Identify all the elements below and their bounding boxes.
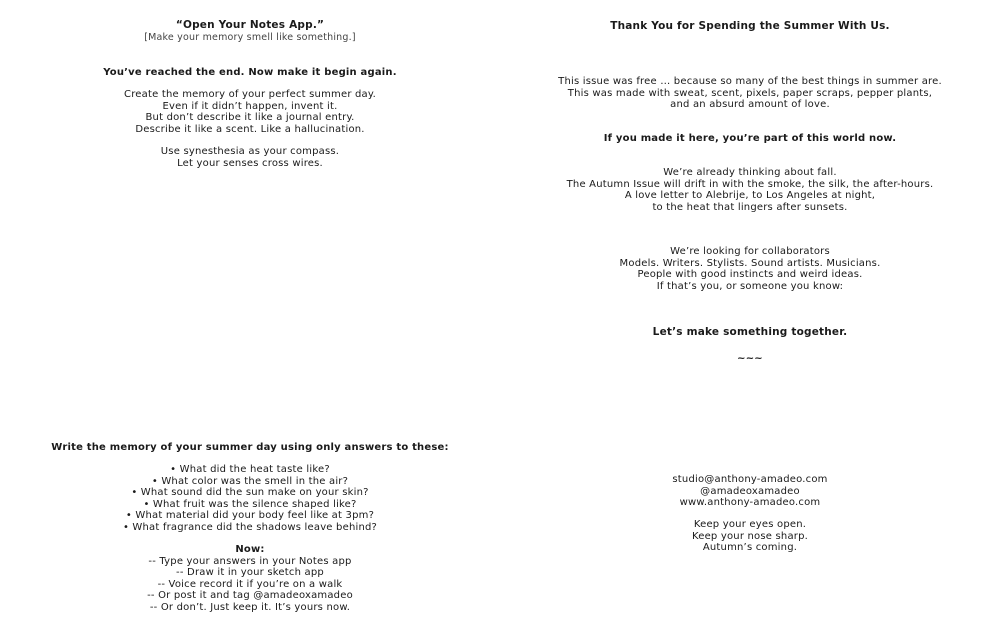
handle-link[interactable]: @amadeoxamadeo (700, 485, 800, 497)
collab-paragraph (500, 246, 1000, 292)
synesthesia-line: Let your senses cross wires. (177, 157, 323, 169)
collab-line: People with good instincts and weird ideas. (637, 269, 863, 280)
create-line: But don’t describe it like a journal entry. (145, 112, 355, 123)
title-block (0, 20, 500, 43)
now-item: -- Voice record it if you’re on a walk (157, 578, 343, 590)
end-heading: You’ve reached the end. Now make it begin again. (103, 67, 397, 78)
page-subtitle: [Make your memory smell like something.] (144, 31, 356, 43)
questions-list (0, 464, 500, 533)
page-title: “Open Your Notes App.” (175, 19, 325, 31)
end-heading-block (0, 67, 500, 79)
question-item: • What material did your body feel like at 3pm? (125, 510, 375, 521)
question-item: • What color was the smell in the air? (151, 475, 349, 487)
question-item: • What sound did the sun make on your skin? (131, 487, 369, 498)
tilde-divider (500, 353, 1000, 365)
create-line: Even if it didn’t happen, invent it. (162, 100, 338, 112)
together-heading-block (500, 327, 1000, 339)
fall-line: The Autumn Issue will drift in with the smoke, the silk, the after-hours. (566, 178, 934, 190)
collab-line: We’re looking for collaborators (670, 246, 830, 257)
collab-line: Models. Writers. Stylists. Sound artists. Musicians. (619, 257, 881, 269)
free-line: This was made with sweat, scent, pixels, paper scraps, pepper plants, (567, 87, 933, 99)
create-paragraph (0, 89, 500, 135)
email-link[interactable]: studio@anthony-amadeo.com (672, 474, 828, 485)
collab-line: If that’s you, or someone you know: (656, 280, 844, 292)
create-line: Describe it like a scent. Like a hallucination. (135, 123, 365, 135)
free-line: and an absurd amount of love. (670, 99, 830, 110)
create-line: Create the memory of your perfect summer day. (124, 89, 376, 100)
free-paragraph (500, 76, 1000, 111)
tilde-ornament: ~~~ (737, 353, 763, 364)
question-item: • What fruit was the silence shaped like? (143, 498, 357, 510)
closing-line: Autumn’s coming. (702, 542, 798, 553)
now-item: -- Or don’t. Just keep it. It’s yours now. (149, 601, 351, 613)
now-item: -- Type your answers in your Notes app (148, 555, 352, 567)
right-page (500, 0, 1000, 636)
now-list (0, 544, 500, 613)
closing-paragraph (500, 519, 1000, 554)
closing-line: Keep your eyes open. (693, 519, 807, 530)
now-item: -- Or post it and tag @amadeoxamadeo (147, 590, 353, 601)
world-heading-block (500, 133, 1000, 145)
together-heading: Let’s make something together. (652, 326, 848, 338)
contact-block (500, 474, 1000, 509)
write-heading: Write the memory of your summer day using only answers to these: (51, 442, 449, 453)
thanks-heading: Thank You for Spending the Summer With Us. (610, 20, 890, 32)
now-item: -- Draw it in your sketch app (176, 567, 324, 578)
fall-paragraph (500, 167, 1000, 213)
synesthesia-line: Use synesthesia as your compass. (160, 146, 340, 157)
thanks-heading-block (500, 21, 1000, 33)
website-link[interactable]: www.anthony-amadeo.com (679, 497, 821, 508)
write-heading-block (0, 442, 500, 454)
synesthesia-paragraph (0, 146, 500, 169)
question-item: • What fragrance did the shadows leave behind? (122, 521, 378, 533)
fall-line: We’re already thinking about fall. (663, 167, 837, 178)
world-heading: If you made it here, you’re part of this world now. (603, 133, 897, 144)
free-line: This issue was free … because so many of the best things in summer are. (558, 76, 942, 87)
question-item: • What did the heat taste like? (170, 464, 330, 475)
fall-line: A love letter to Alebrije, to Los Angeles at night, (624, 190, 876, 201)
fall-line: to the heat that lingers after sunsets. (652, 201, 848, 213)
now-heading: Now: (235, 544, 265, 555)
closing-line: Keep your nose sharp. (691, 530, 809, 542)
